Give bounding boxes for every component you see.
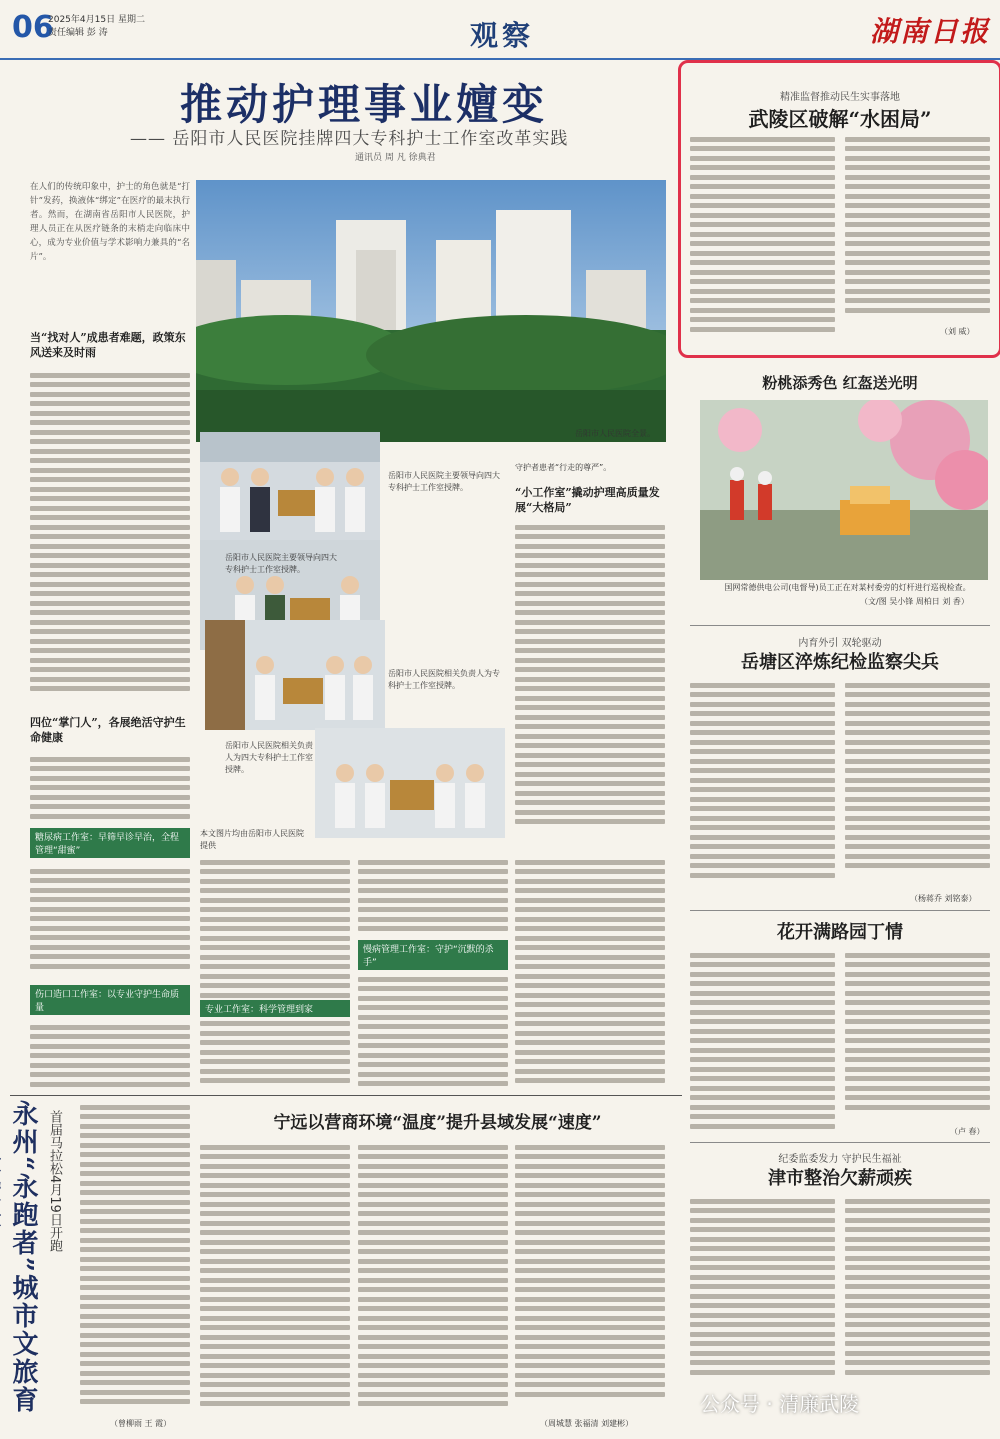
boxed-heading-4: 专业工作室：科学管理到家: [200, 1000, 350, 1017]
main-subheadline: —— 岳阳市人民医院挂牌四大专科护士工作室改革实践: [130, 129, 569, 149]
boxed-heading-1: 糖尿病工作室：早筛早诊早治，全程管理“甜蜜”: [30, 828, 190, 858]
main-headline: 推动护理事业嬗变: [180, 80, 549, 129]
boxed-heading-2: 伤口造口工作室：以专业守护生命质量: [30, 985, 190, 1015]
award-photo-4: [315, 728, 505, 838]
sidebar-3-sign: （杨蒋乔 刘铭泰）: [910, 894, 977, 903]
bottom-center-body-2: [358, 1140, 508, 1415]
peach-blossom-photo: [700, 400, 988, 580]
sidebar-4-sign: （卢 春）: [950, 1127, 985, 1136]
newspaper-logo: 湖南日报: [870, 15, 991, 48]
bylines: 通讯员 周 凡 徐典君: [355, 153, 436, 163]
sidebar-2-title: 粉桃添秀色 红盔送光明: [762, 374, 918, 392]
sidebar-3-title: 岳塘区淬炼纪检监察尖兵: [741, 652, 939, 673]
sidebar-5-title: 津市整治欠薪顽疾: [768, 1168, 912, 1189]
hospital-panorama-photo: [196, 180, 666, 442]
wechat-watermark: 公众号 · 清廉武陵: [700, 1392, 860, 1416]
boxed-heading-3: 慢病管理工作室：守护“沉默的杀手”: [358, 940, 508, 970]
article-body-mid-3: [358, 972, 508, 1092]
article-body-left-2: [30, 752, 190, 822]
sidebar-3-body-right: [845, 678, 990, 888]
bottom-center-headline: 宁远以营商环境“温度”提升县域发展“速度”: [273, 1113, 602, 1133]
sidebar-1-title: 武陵区破解“水困局”: [748, 107, 932, 131]
section-heading-2: 四位“掌门人”，各展绝活守护生命健康: [30, 716, 186, 744]
award-photo-1: [200, 432, 380, 542]
bottom-center-body-1: [200, 1140, 350, 1415]
article-body-right-1: [515, 520, 665, 840]
award-photo-3-caption: 岳阳市人民医院相关负责人为专科护士工作室授牌。: [388, 669, 500, 690]
hospital-panorama-illustration: [196, 180, 666, 442]
page-number: 06: [12, 10, 54, 45]
bottom-left-body: [80, 1100, 190, 1410]
sidebar-3-body-left: [690, 678, 835, 888]
photo-credit: 本文图片均由岳阳市人民医院提供: [200, 829, 304, 850]
article-body-left-4: [30, 1020, 190, 1095]
article-intro: 在人们的传统印象中，护士的角色就是“打针”发药，换液体“绑定”在医疗的最末执行者。然而，在湖南省岳阳市人民医院，护理人员正在从医疗链条的末梢走向临床中心，成为专业价值与学术影响力兼具的“名片”。: [30, 182, 190, 262]
bottom-section-divider: [10, 1095, 682, 1096]
issue-date-editor: [48, 14, 145, 40]
section-heading-3: “小工作室”撬动护理高质量发展“大格局”: [515, 486, 660, 514]
hero-photo-caption: 岳阳市人民医院全景。: [575, 429, 655, 438]
sidebar-divider-1: [690, 625, 990, 626]
article-body-right-2: [515, 855, 665, 1095]
article-body-left-1: [30, 368, 190, 698]
sidebar-5-body-right: [845, 1194, 990, 1384]
award-photo-2-caption: 岳阳市人民医院主要领导向四大专科护士工作室授牌。: [225, 553, 337, 574]
issue-date: 2025年4月15日 星期二: [48, 15, 145, 25]
sidebar-2-credit: （文/图 吴小锋 周柏日 刘 香）: [860, 597, 969, 606]
sidebar-3-kicker: 内育外引 双轮驱动: [798, 638, 882, 649]
sidebar-4-title: 花开满路园丁情: [777, 922, 903, 943]
award-photo-3: [205, 620, 385, 730]
bottom-center-sign: （周城慧 张福清 刘建彬）: [540, 1419, 634, 1428]
bottom-vertical-subhead: 首届马拉松4月19日开跑: [47, 1110, 62, 1252]
sidebar-1-body-left: [690, 132, 835, 337]
bottom-center-body-3: [515, 1140, 665, 1405]
sidebar-1-body-right: [845, 132, 990, 324]
award-photo-4-illustration: [315, 728, 505, 838]
section-heading-1: 当“找对人”成患者难题，政策东风送来及时雨: [30, 331, 186, 359]
sidebar-4-body-left: [690, 948, 835, 1138]
sidebar-2-caption: 国网常德供电公司(电督导)员工正在对某村委旁的灯杆进行巡视检查。: [724, 583, 971, 592]
peach-blossom-illustration: [700, 400, 988, 580]
award-photo-3-illustration: [205, 620, 385, 730]
award-photo-4-caption: 岳阳市人民医院相关负责人为四大专科护士工作室授牌。: [225, 741, 313, 774]
article-body-mid-1: [200, 855, 350, 1095]
sidebar-4-body-right: [845, 948, 990, 1123]
sidebar-divider-2: [690, 910, 990, 911]
sidebar-5-kicker: 纪委监委发力 守护民生福祉: [778, 1154, 902, 1165]
sidebar-1-sign: （刘 威）: [940, 327, 975, 336]
award-photo-1-caption: 岳阳市人民医院主要领导向四大专科护士工作室授牌。: [388, 471, 500, 492]
sidebar-divider-3: [690, 1142, 990, 1143]
article-body-mid-2: [358, 855, 508, 935]
bottom-left-sign: （曾柳雨 王 霞）: [110, 1419, 172, 1428]
bottom-vertical-headline: 永州“永跑者”城市文旅育: [8, 1100, 38, 1414]
section-title: 观察: [470, 19, 535, 52]
sidebar-1-kicker: 精准监督推动民生实事落地: [780, 92, 900, 103]
award-photo-1-illustration: [200, 432, 380, 542]
pull-quote: 守护者患者“行走的尊严”。: [515, 463, 612, 472]
editor-credit: 责任编辑 彭 涛: [48, 28, 108, 38]
article-body-left-3: [30, 864, 190, 974]
sidebar-5-body-left: [690, 1194, 835, 1384]
